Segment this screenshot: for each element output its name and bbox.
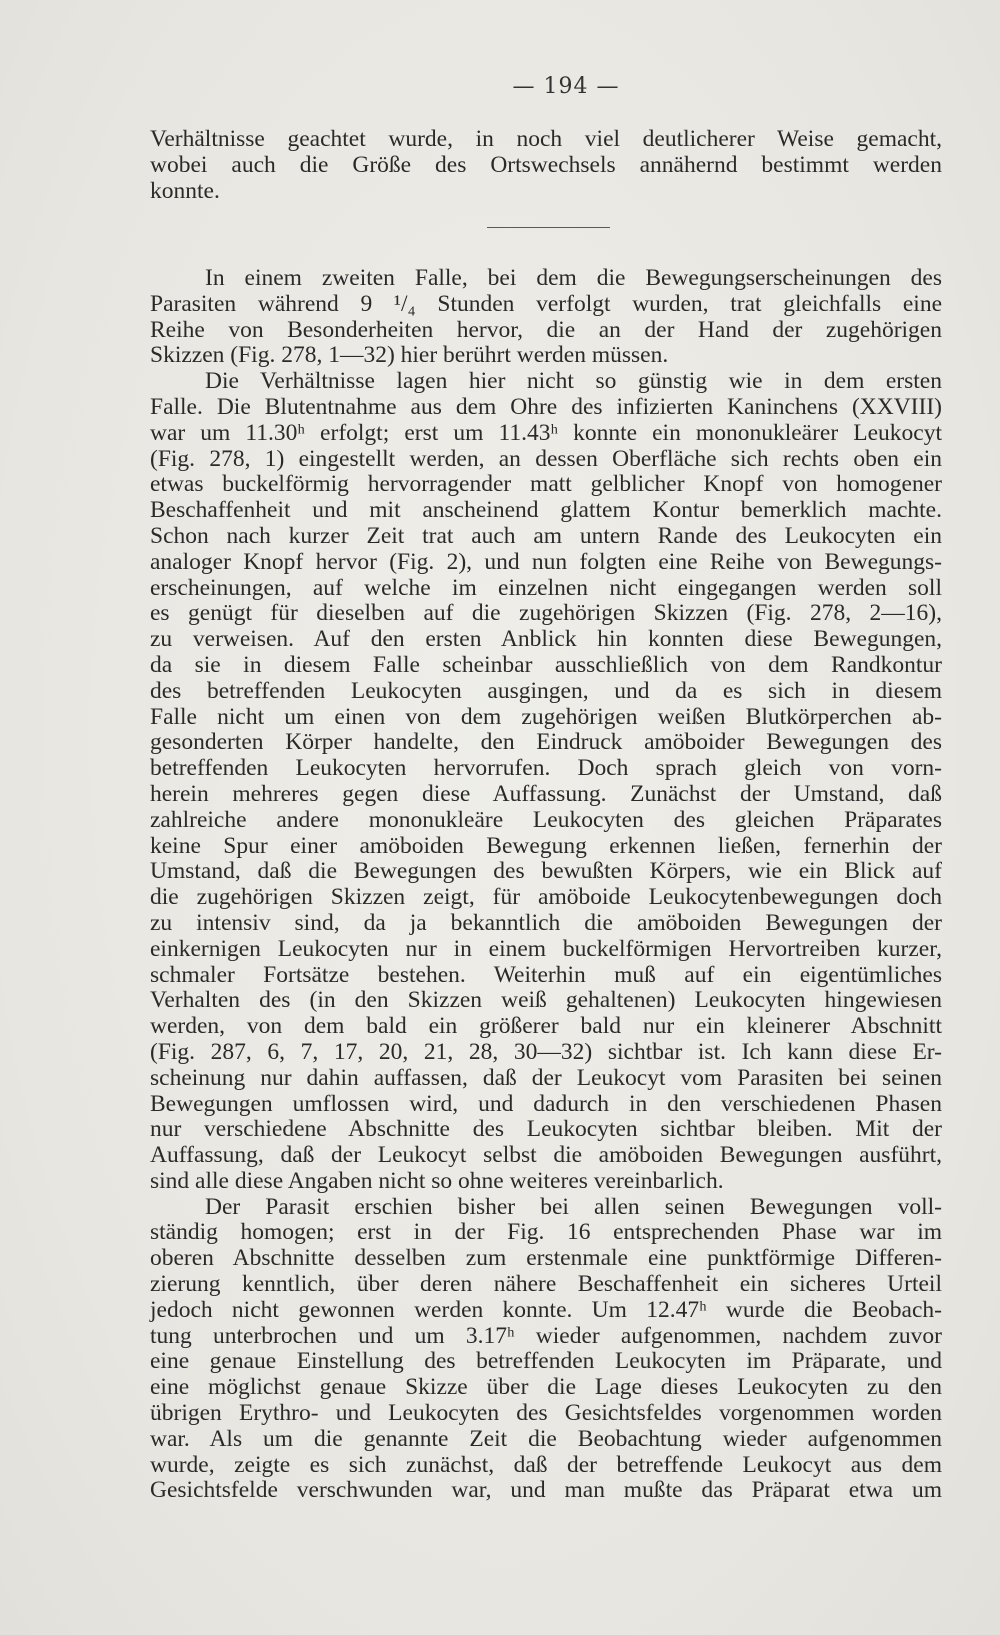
text-line: eine möglichst genaue Skizze über die Lage dieses Leukocyten zu den [150, 1374, 942, 1401]
text-line: Beschaffenheit und mit anscheinend glattem Kontur bemerklich machte. [150, 497, 942, 524]
text-line: (Fig. 287, 6, 7, 17, 20, 21, 28, 30—32) sichtbar ist. Ich kann diese Er- [150, 1038, 942, 1065]
text-line: betreffenden Leukocyten hervorrufen. Doch sprach gleich von vorn- [150, 755, 942, 782]
text-line: Falle. Die Blutentnahme aus dem Ohre des infizierten Kaninchens (XXVIII) [150, 393, 942, 420]
text-line: schmaler Fortsätze bestehen. Weiterhin muß auf ein eigentümliches [150, 961, 942, 988]
text-line: (Fig. 278, 1) eingestellt werden, an dessen Oberfläche sich rechts oben ein [150, 445, 942, 472]
section-divider [487, 227, 610, 228]
text-line: zu verweisen. Auf den ersten Anblick hin konnten diese Bewegungen, [150, 626, 942, 653]
text-line: Reihe von Besonderheiten hervor, die an der Hand der zugehörigen [150, 316, 942, 343]
text-line: keine Spur einer amöboiden Bewegung erkennen ließen, fernerhin der [150, 832, 942, 859]
text-line: übrigen Erythro- und Leukocyten des Gesichtsfeldes vorgenommen worden [150, 1400, 942, 1427]
text-line: Die Verhältnisse lagen hier nicht so günstig wie in dem ersten [205, 368, 942, 395]
text-line: tung unterbrochen und um 3.17ʰ wieder aufgenommen, nachdem zuvor [150, 1322, 942, 1349]
text-line: wurde, zeigte es sich zunächst, daß der betreffende Leukocyt aus dem [150, 1451, 942, 1478]
text-line: Skizzen (Fig. 278, 1—32) hier berührt werden müssen. [150, 342, 669, 369]
text-line: die zugehörigen Skizzen zeigt, für amöboide Leukocytenbewegungen doch [150, 884, 942, 911]
text-line: Gesichtsfelde verschwunden war, und man mußte das Präparat etwa um [150, 1477, 942, 1504]
paragraph-continuation [150, 127, 942, 204]
text-line: des betreffenden Leukocyten ausgingen, und da es sich in diesem [150, 677, 942, 704]
text-line: sind alle diese Angaben nicht so ohne weiteres vereinbarlich. [150, 1167, 724, 1194]
text-line: nur verschiedene Abschnitte des Leukocyten sichtbar bleiben. Mit der [150, 1116, 942, 1143]
text-line: Parasiten während 9 ¹/₄ Stunden verfolgt wurden, trat gleichfalls eine [150, 290, 942, 317]
text-line: scheinung nur dahin auffassen, daß der Leukocyt vom Parasiten bei seinen [150, 1064, 942, 1091]
text-line: Auffassung, daß der Leukocyt selbst die amöboiden Bewegungen ausführt, [150, 1142, 942, 1169]
text-line: war. Als um die genannte Zeit die Beobachtung wieder aufgenommen [150, 1425, 942, 1452]
text-line: zierung kenntlich, über deren nähere Beschaffenheit ein sicheres Urteil [150, 1271, 942, 1298]
text-line: Umstand, daß die Bewegungen des bewußten Körpers, wie ein Blick auf [150, 858, 942, 885]
text-line: oberen Abschnitte desselben zum erstenmale eine punktförmige Differen- [150, 1245, 942, 1272]
text-line: einkernigen Leukocyten nur in einem buckelförmigen Hervortreiben kurzer, [150, 935, 942, 962]
text-line: analoger Knopf hervor (Fig. 2), und nun folgten eine Reihe von Bewegungs- [150, 548, 942, 575]
text-line: Verhalten des (in den Skizzen weiß gehaltenen) Leukocyten hingewiesen [150, 987, 942, 1014]
text-line: etwas buckelförmig hervorragender matt gelblicher Knopf von homogener [150, 471, 942, 498]
text-line: werden, von dem bald ein größerer bald nur ein kleinerer Abschnitt [150, 1013, 942, 1040]
text-line: eine genaue Einstellung des betreffenden Leukocyten im Präparate, und [150, 1348, 942, 1375]
text-line: Falle nicht um einen von dem zugehörigen weißen Blutkörperchen ab- [150, 703, 942, 730]
text-line: Der Parasit erschien bisher bei allen seinen Bewegungen voll- [205, 1193, 942, 1220]
text-line: konnte. [150, 177, 220, 204]
text-line: gesonderten Körper handelte, den Eindruck amöboider Bewegungen des [150, 729, 942, 756]
body-text [150, 266, 942, 1504]
text-line: zu intensiv sind, da ja bekanntlich die amöboiden Bewegungen der [150, 909, 942, 936]
page-number: — 194 — [512, 74, 620, 99]
text-line: In einem zweiten Falle, bei dem die Bewegungserscheinungen des [205, 265, 942, 291]
text-line: jedoch nicht gewonnen werden konnte. Um 12.47ʰ wurde die Beobach- [150, 1296, 942, 1323]
text-line: war um 11.30ʰ erfolgt; erst um 11.43ʰ konnte ein mononukleärer Leukocyt [150, 419, 942, 446]
text-line: herein mehreres gegen diese Auffassung. Zunächst der Umstand, daß [150, 780, 942, 807]
text-line: Schon nach kurzer Zeit trat auch am untern Rande des Leukocyten ein [150, 522, 942, 549]
text-line: da sie in diesem Falle scheinbar ausschließlich von dem Randkontur [150, 651, 942, 678]
text-line: wobei auch die Größe des Ortswechsels annähernd bestimmt werden [150, 151, 942, 178]
text-line: es genügt für dieselben auf die zugehörigen Skizzen (Fig. 278, 2—16), [150, 600, 942, 627]
text-line: ständig homogen; erst in der Fig. 16 entsprechenden Phase war im [150, 1219, 942, 1246]
text-line: zahlreiche andere mononukleäre Leukocyten des gleichen Präparates [150, 806, 942, 833]
text-line: Bewegungen umflossen wird, und dadurch in den verschiedenen Phasen [150, 1090, 942, 1117]
text-line: Verhältnisse geachtet wurde, in noch viel deutlicherer Weise gemacht, [150, 126, 942, 152]
text-line: erscheinungen, auf welche im einzelnen nicht eingegangen werden soll [150, 574, 942, 601]
